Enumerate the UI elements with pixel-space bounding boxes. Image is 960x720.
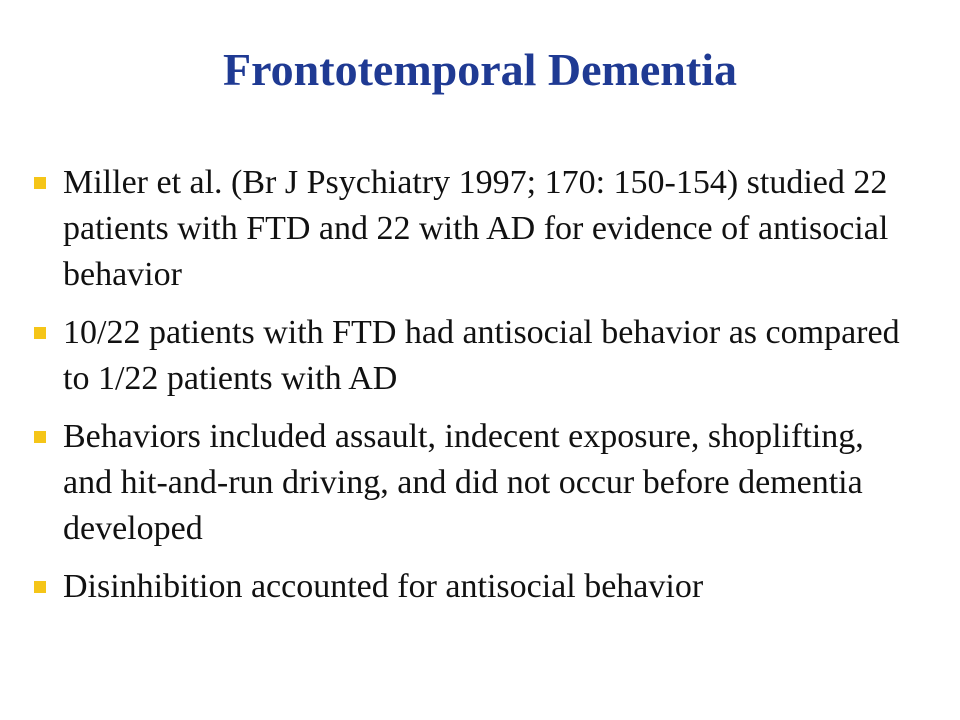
square-bullet-icon: [34, 581, 46, 593]
slide-title: Frontotemporal Dementia: [223, 44, 737, 95]
square-bullet-icon: [34, 431, 46, 443]
bullet-item-1: [34, 160, 914, 298]
bullet-list: [34, 160, 914, 622]
bullet-item-4: [34, 564, 914, 610]
bullet-item-2: [34, 310, 914, 402]
bullet-text-2: 10/22 patients with FTD had antisocial behavior as compared to 1/22 patients with AD: [63, 314, 900, 397]
bullet-text-4: Disinhibition accounted for antisocial behavior: [63, 568, 704, 605]
bullet-text-3: Behaviors included assault, indecent exposure, shoplifting, and hit-and-run driving, and did not occur before dementia developed: [63, 418, 864, 547]
bullet-item-3: [34, 414, 914, 552]
bullet-text-1: Miller et al. (Br J Psychiatry 1997; 170: 150-154) studied 22 patients with FTD and 22 with AD for evidence of antisocial behavior: [63, 164, 889, 293]
square-bullet-icon: [34, 177, 46, 189]
square-bullet-icon: [34, 327, 46, 339]
